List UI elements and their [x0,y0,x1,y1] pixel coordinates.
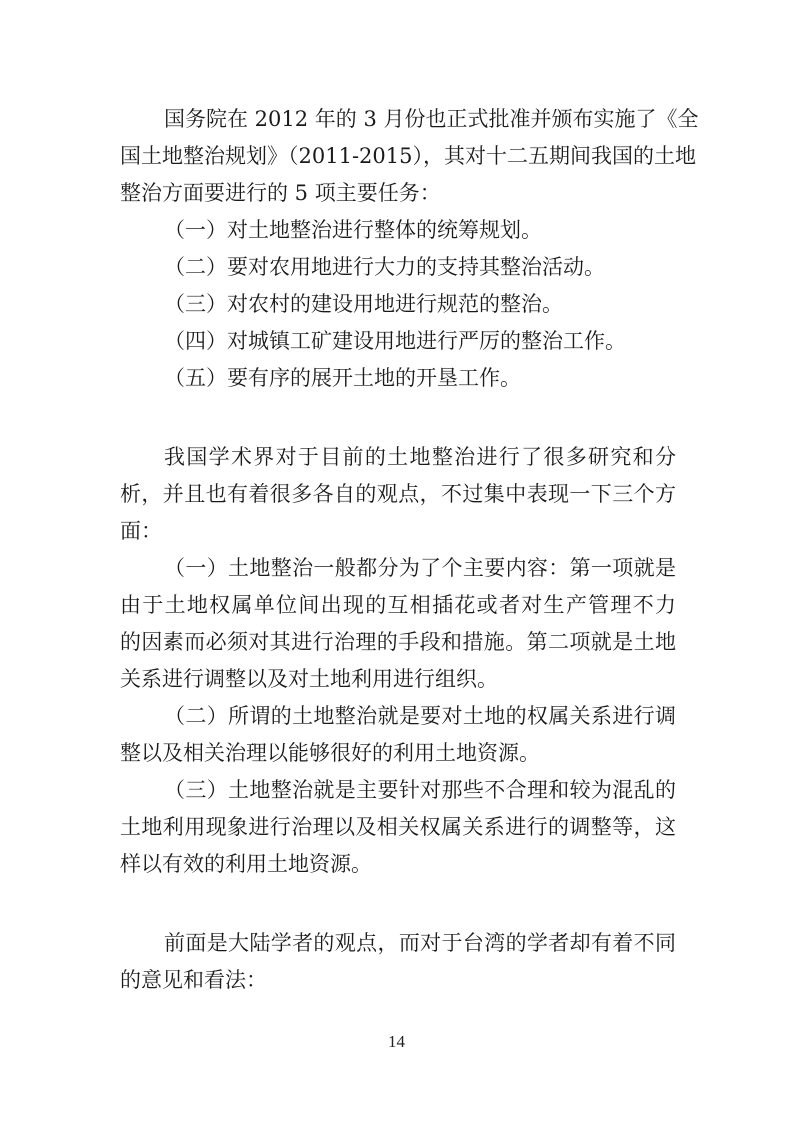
blank-line [120,883,676,925]
list-item: （三）对农村的建设用地进行规范的整治。 [164,292,563,316]
blank-line [120,397,676,439]
text-line: 我国学术界对于目前的土地整治进行了很多研究和分 [164,445,676,469]
text-line: 国务院在 2012 年的 3 月份也正式批准并颁布实施了《全 [164,107,699,131]
text-line: 的因素而必须对其进行治理的手段和措施。第二项就是土地 [120,630,676,654]
text-line: 的意见和看法： [120,968,267,992]
text-line: 前面是大陆学者的观点，而对于台湾的学者却有着不同 [164,931,676,955]
text-line: 土地利用现象进行治理以及相关权属关系进行的调整等，这 [120,815,676,839]
list-item: （四）对城镇工矿建设用地进行严厉的整治工作。 [164,329,626,353]
list-item: （三）土地整治就是主要针对那些不合理和较为混乱的 [164,778,676,802]
list-item: （五）要有序的展开土地的开垦工作。 [164,366,521,390]
list-item: （一）对土地整治进行整体的统筹规划。 [164,218,542,242]
text-line: 析，并且也有着很多各自的观点，不过集中表现一下三个方 [120,482,676,506]
list-item: （一）土地整治一般都分为了个主要内容：第一项就是 [164,556,676,580]
text-line: 关系进行调整以及对土地利用进行组织。 [120,667,498,691]
text-line: 整以及相关治理以能够很好的利用土地资源。 [120,741,540,765]
text-line: 国土地整治规划》（2011-2015），其对十二五期间我国的土地 [120,144,696,168]
list-item: （二）所谓的土地整治就是要对土地的权属关系进行调 [164,704,676,728]
document-body [120,101,699,999]
text-line: 面： [120,519,162,543]
text-line: 样以有效的利用土地资源。 [120,852,372,876]
page-number: 14 [388,1032,405,1051]
list-item: （二）要对农用地进行大力的支持其整治活动。 [164,255,605,279]
text-line: 整治方面要进行的 5 项主要任务： [120,181,441,205]
text-line: 由于土地权属单位间出现的互相插花或者对生产管理不力 [120,593,676,617]
